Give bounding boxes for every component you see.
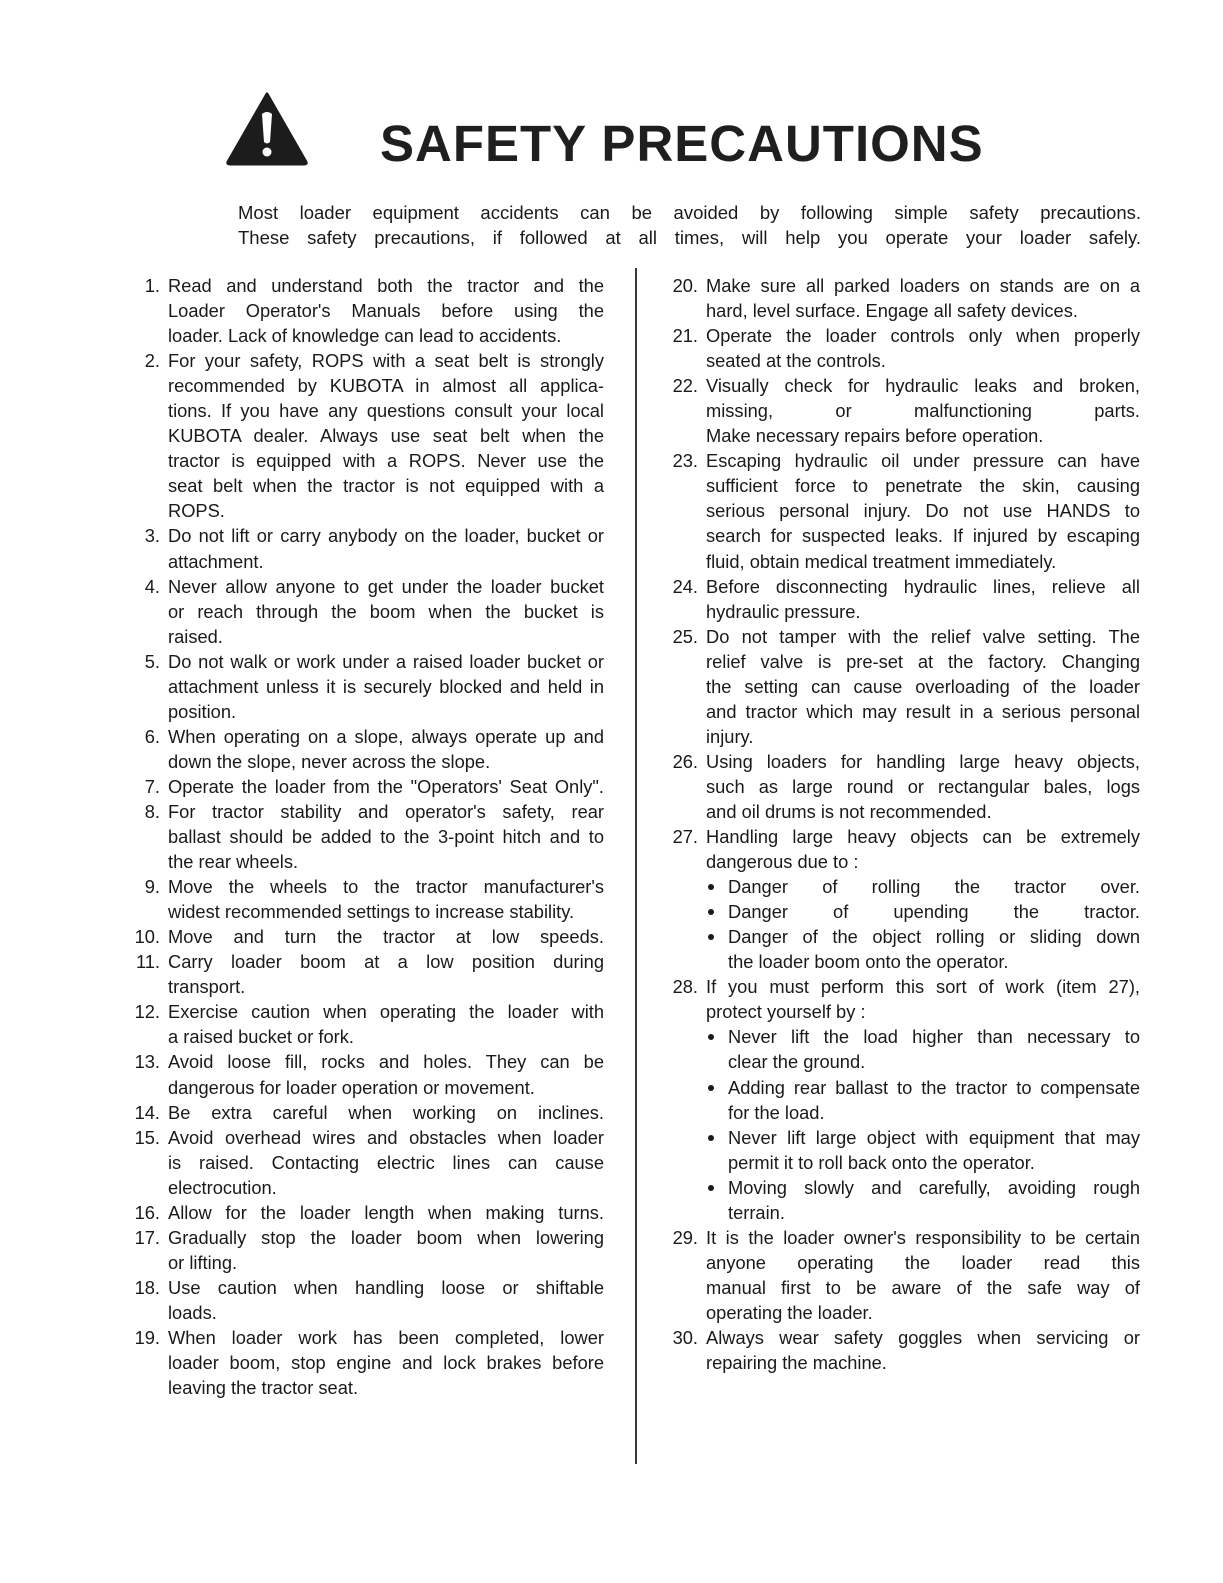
item-number: 3. bbox=[144, 525, 160, 547]
item-number: 19. bbox=[134, 1326, 160, 1348]
bullet-text-line: Never lift the load higher than necessary to bbox=[728, 1026, 1140, 1048]
item-text-line: position. bbox=[168, 700, 237, 722]
item-text-line: Avoid loose fill, rocks and holes. They can be bbox=[168, 1051, 604, 1073]
item-number: 22. bbox=[672, 375, 698, 397]
item-number: 29. bbox=[672, 1226, 698, 1248]
item-text-line: Move the wheels to the tractor manufacturer's bbox=[168, 876, 604, 898]
item-text-line: seat belt when the tractor is not equipped with a bbox=[168, 475, 604, 497]
precaution-item bbox=[130, 1325, 604, 1400]
item-number: 23. bbox=[672, 450, 698, 472]
item-number: 2. bbox=[144, 350, 160, 372]
bullet-dot-icon bbox=[708, 1085, 714, 1091]
item-number: 4. bbox=[144, 575, 160, 597]
item-text-line: search for suspected leaks. If injured by escaping bbox=[706, 525, 1140, 547]
bullet-item bbox=[706, 1175, 1140, 1225]
item-text-line: operating the loader. bbox=[706, 1301, 873, 1323]
item-number: 18. bbox=[134, 1276, 160, 1298]
item-number: 7. bbox=[144, 775, 160, 797]
item-text-line: Make necessary repairs before operation. bbox=[706, 425, 1044, 447]
item-number: 6. bbox=[144, 725, 160, 747]
precaution-item bbox=[130, 348, 604, 523]
item-text-line: Do not tamper with the relief valve setting. The bbox=[706, 625, 1140, 647]
precaution-item bbox=[668, 323, 1140, 373]
bullet-dot-icon bbox=[708, 909, 714, 915]
item-text-line: When loader work has been completed, lower bbox=[168, 1326, 604, 1348]
item-text-line: If you must perform this sort of work (item 27), bbox=[706, 976, 1140, 998]
precaution-item bbox=[130, 999, 604, 1049]
precaution-item bbox=[668, 574, 1140, 624]
item-text-line: the rear wheels. bbox=[168, 851, 299, 873]
item-text-line: and oil drums is not recommended. bbox=[706, 800, 992, 822]
precaution-item bbox=[130, 724, 604, 774]
item-text-line: attachment. bbox=[168, 550, 264, 572]
precaution-item bbox=[130, 1275, 604, 1325]
precaution-item bbox=[668, 373, 1140, 448]
item-text-line: Never allow anyone to get under the loader bucket bbox=[168, 575, 604, 597]
item-text-line: widest recommended settings to increase stability. bbox=[168, 901, 575, 923]
item-number: 24. bbox=[672, 575, 698, 597]
item-text-line: protect yourself by : bbox=[706, 1001, 866, 1023]
bullet-text-line: clear the ground. bbox=[728, 1051, 866, 1073]
item-text-line: is raised. Contacting electric lines can cause bbox=[168, 1151, 604, 1173]
bullet-text-line: permit it to roll back onto the operator. bbox=[728, 1151, 1035, 1173]
item-text-line: Make sure all parked loaders on stands are on a bbox=[706, 275, 1140, 296]
item-number: 12. bbox=[134, 1001, 160, 1023]
item-text-line: Move and turn the tractor at low speeds. bbox=[168, 926, 604, 948]
intro-line: These safety precautions, if followed at all times, will help you operate your loader safely. bbox=[238, 227, 1141, 248]
bullet-dot-icon bbox=[708, 1034, 714, 1040]
item-text-line: relief valve is pre-set at the factory. Changing bbox=[706, 650, 1140, 672]
item-text-line: anyone operating the loader read this bbox=[706, 1251, 1140, 1273]
item-text-line: Operate the loader from the "Operators' Seat Only". bbox=[168, 775, 604, 797]
item-text-line: fluid, obtain medical treatment immediately. bbox=[706, 550, 1057, 572]
item-text-line: transport. bbox=[168, 976, 246, 998]
item-text-line: Exercise caution when operating the loader with bbox=[168, 1001, 604, 1023]
bullet-text-line: Moving slowly and carefully, avoiding rough bbox=[728, 1176, 1140, 1198]
item-text-line: manual first to be aware of the safe way of bbox=[706, 1276, 1140, 1298]
precaution-item bbox=[668, 1325, 1140, 1375]
item-text-line: leaving the tractor seat. bbox=[168, 1377, 359, 1399]
precaution-item bbox=[130, 273, 604, 348]
item-text-line: hydraulic pressure. bbox=[706, 600, 861, 622]
precaution-item bbox=[130, 924, 604, 949]
precaution-item bbox=[130, 1100, 604, 1125]
item-text-line: loader. Lack of knowledge can lead to accidents. bbox=[168, 325, 562, 347]
item-text-line: Allow for the loader length when making turns. bbox=[168, 1201, 604, 1223]
item-text-line: Read and understand both the tractor and the bbox=[168, 275, 604, 296]
item-number: 26. bbox=[672, 750, 698, 772]
item-text-line: For tractor stability and operator's safety, rear bbox=[168, 800, 604, 822]
item-text-line: It is the loader owner's responsibility to be certain bbox=[706, 1226, 1140, 1248]
item-text-line: dangerous due to : bbox=[706, 851, 859, 873]
item-text-line: Escaping hydraulic oil under pressure can have bbox=[706, 450, 1140, 472]
item-text-line: ballast should be added to the 3-point hitch and to bbox=[168, 826, 604, 848]
item-number: 27. bbox=[672, 826, 698, 848]
bullet-item bbox=[706, 1075, 1140, 1125]
item-text-line: a raised bucket or fork. bbox=[168, 1026, 354, 1048]
column-divider bbox=[635, 268, 637, 1464]
item-text-line: ROPS. bbox=[168, 500, 225, 522]
precaution-item bbox=[130, 874, 604, 924]
item-text-line: Using loaders for handling large heavy objects, bbox=[706, 750, 1140, 772]
bullet-text-line: Adding rear ballast to the tractor to compensate bbox=[728, 1076, 1140, 1098]
item-number: 8. bbox=[144, 800, 160, 822]
item-text-line: tractor is equipped with a ROPS. Never use the bbox=[168, 450, 604, 472]
item-number: 15. bbox=[134, 1126, 160, 1148]
item-text-line: repairing the machine. bbox=[706, 1352, 887, 1374]
precaution-item bbox=[668, 448, 1140, 573]
intro-paragraph bbox=[238, 200, 1141, 250]
item-text-line: dangerous for loader operation or movement. bbox=[168, 1076, 535, 1098]
precaution-item bbox=[130, 1125, 604, 1200]
precaution-item bbox=[668, 974, 1140, 1224]
precaution-item bbox=[668, 273, 1140, 323]
bullet-text-line: terrain. bbox=[728, 1201, 785, 1223]
item-text-line: such as large round or rectangular bales, logs bbox=[706, 775, 1140, 797]
bullet-item bbox=[706, 899, 1140, 924]
right-column bbox=[668, 273, 1140, 1375]
item-text-line: KUBOTA dealer. Always use seat belt when the bbox=[168, 425, 604, 447]
item-text-line: loads. bbox=[168, 1301, 217, 1323]
item-text-line: loader boom, stop engine and lock brakes before bbox=[168, 1352, 604, 1374]
precaution-item bbox=[668, 1225, 1140, 1325]
item-text-line: Gradually stop the loader boom when lowering bbox=[168, 1226, 604, 1248]
precaution-item bbox=[668, 624, 1140, 749]
item-text-line: the setting can cause overloading of the loader bbox=[706, 675, 1140, 697]
item-number: 11. bbox=[135, 951, 160, 973]
precaution-item bbox=[130, 949, 604, 999]
precaution-item bbox=[130, 774, 604, 799]
item-text-line: hard, level surface. Engage all safety devices. bbox=[706, 300, 1078, 322]
precaution-item bbox=[130, 799, 604, 874]
item-text-line: When operating on a slope, always operate up and bbox=[168, 725, 604, 747]
bullet-dot-icon bbox=[708, 1185, 714, 1191]
bullet-dot-icon bbox=[708, 1135, 714, 1141]
intro-line: Most loader equipment accidents can be avoided by following simple safety precautions. bbox=[238, 202, 1141, 223]
bullet-item bbox=[706, 1125, 1140, 1175]
item-text-line: or lifting. bbox=[168, 1251, 238, 1273]
item-text-line: Operate the loader controls only when properly bbox=[706, 325, 1140, 347]
item-number: 10. bbox=[134, 926, 160, 948]
bullet-text-line: the loader boom onto the operator. bbox=[728, 951, 1009, 973]
page-title: SAFETY PRECAUTIONS bbox=[380, 115, 984, 172]
item-text-line: Handling large heavy objects can be extremely bbox=[706, 826, 1140, 848]
item-text-line: Avoid overhead wires and obstacles when loader bbox=[168, 1126, 604, 1148]
item-number: 28. bbox=[672, 976, 698, 998]
item-text-line: recommended by KUBOTA in almost all applica- bbox=[168, 375, 604, 397]
bullet-text-line: for the load. bbox=[728, 1101, 825, 1123]
bullet-text-line: Danger of rolling the tractor over. bbox=[728, 876, 1140, 898]
item-text-line: Always wear safety goggles when servicing or bbox=[706, 1326, 1140, 1348]
item-text-line: Use caution when handling loose or shiftable bbox=[168, 1276, 604, 1298]
item-text-line: missing, or malfunctioning parts. bbox=[706, 400, 1140, 422]
item-text-line: attachment unless it is securely blocked and held in bbox=[168, 675, 604, 697]
bullet-item bbox=[706, 1024, 1140, 1074]
item-number: 5. bbox=[144, 650, 160, 672]
item-number: 16. bbox=[134, 1201, 160, 1223]
precaution-item bbox=[130, 649, 604, 724]
item-text-line: seated at the controls. bbox=[706, 350, 886, 372]
item-text-line: and tractor which may result in a serious personal bbox=[706, 700, 1140, 722]
bullet-dot-icon bbox=[708, 884, 714, 890]
bullet-text-line: Danger of upending the tractor. bbox=[728, 901, 1140, 923]
item-text-line: Do not walk or work under a raised loader bucket or bbox=[168, 650, 604, 672]
item-number: 20. bbox=[672, 275, 698, 296]
item-text-line: sufficient force to penetrate the skin, causing bbox=[706, 475, 1140, 497]
item-text-line: Do not lift or carry anybody on the loader, bucket or bbox=[168, 525, 604, 547]
item-number: 21. bbox=[672, 325, 698, 347]
warning-triangle-icon bbox=[226, 92, 308, 166]
item-number: 1. bbox=[144, 275, 160, 296]
precaution-item bbox=[130, 1200, 604, 1225]
precaution-item bbox=[130, 523, 604, 573]
left-column bbox=[130, 273, 604, 1400]
item-text-line: serious personal injury. Do not use HANDS to bbox=[706, 500, 1140, 522]
item-text-line: For your safety, ROPS with a seat belt is strongly bbox=[168, 350, 604, 372]
item-text-line: Be extra careful when working on inclines. bbox=[168, 1101, 604, 1123]
bullet-dot-icon bbox=[708, 934, 714, 940]
item-text-line: raised. bbox=[168, 625, 223, 647]
item-text-line: Carry loader boom at a low position during bbox=[168, 951, 604, 973]
item-text-line: Loader Operator's Manuals before using the bbox=[168, 300, 604, 322]
item-text-line: or reach through the boom when the bucket is bbox=[168, 600, 604, 622]
precaution-item bbox=[130, 1225, 604, 1275]
precaution-item bbox=[668, 749, 1140, 824]
item-number: 17. bbox=[134, 1226, 160, 1248]
item-number: 13. bbox=[134, 1051, 160, 1073]
item-number: 14. bbox=[134, 1101, 160, 1123]
precaution-item bbox=[130, 1049, 604, 1099]
item-text-line: Visually check for hydraulic leaks and broken, bbox=[706, 375, 1140, 397]
item-text-line: tions. If you have any questions consult your local bbox=[168, 400, 604, 422]
bullet-text-line: Danger of the object rolling or sliding down bbox=[728, 926, 1140, 948]
precaution-item bbox=[130, 574, 604, 649]
item-text-line: injury. bbox=[706, 725, 754, 747]
item-text-line: down the slope, never across the slope. bbox=[168, 750, 491, 772]
item-number: 25. bbox=[672, 625, 698, 647]
precaution-item bbox=[668, 824, 1140, 974]
bullet-item bbox=[706, 924, 1140, 974]
item-text-line: electrocution. bbox=[168, 1176, 277, 1198]
item-number: 9. bbox=[144, 876, 160, 898]
header bbox=[226, 92, 308, 166]
item-text-line: Before disconnecting hydraulic lines, relieve all bbox=[706, 575, 1140, 597]
bullet-text-line: Never lift large object with equipment that may bbox=[728, 1126, 1140, 1148]
item-number: 30. bbox=[672, 1326, 698, 1348]
bullet-item bbox=[706, 874, 1140, 899]
